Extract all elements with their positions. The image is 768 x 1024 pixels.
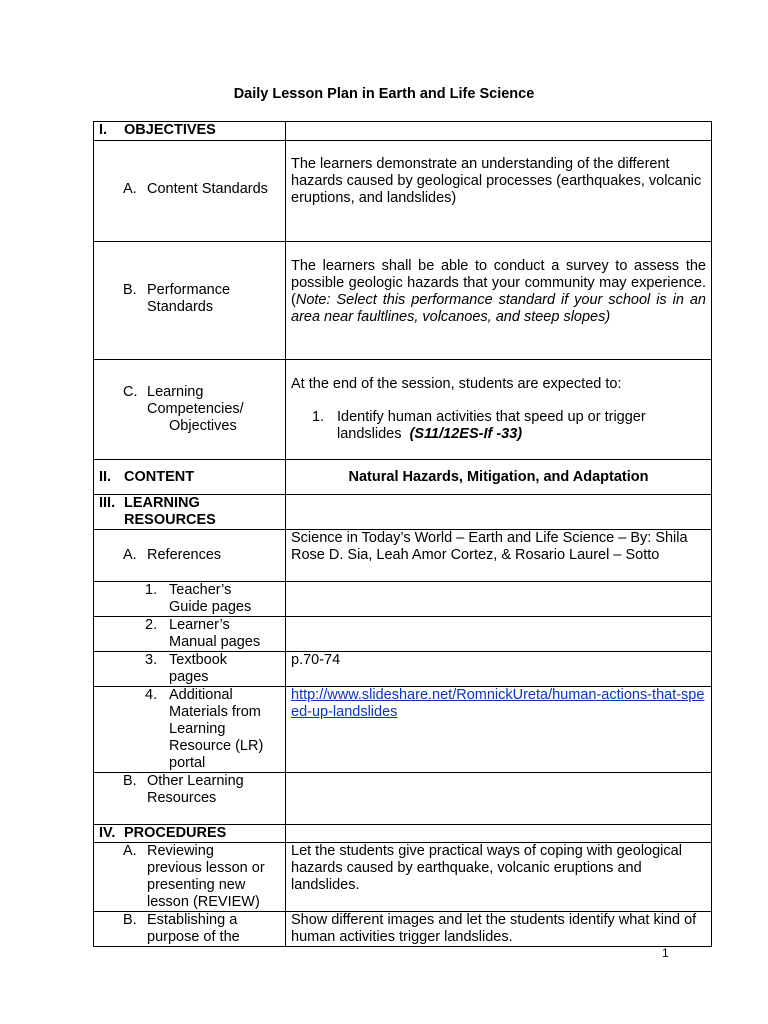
section-heading: OBJECTIVES (124, 122, 216, 138)
establishing-text-cell (286, 912, 712, 947)
references-text: Science in Today’s World – Earth and Life Science – By: Shila Rose D. Sia, Leah Amor Cortez, & Rosario Laurel – Sotto (291, 530, 688, 563)
content-row (94, 460, 712, 495)
section-numeral: III. (99, 495, 116, 511)
item-label-line: Textbook (169, 652, 228, 668)
learning-competencies-row (94, 360, 712, 460)
learners-manual-row (94, 617, 712, 652)
item-label-line: Resources (147, 790, 217, 806)
performance-standards-main: The learners shall be able to conduct a survey to assess the possible geologic hazards that your community may experience. ( (291, 258, 706, 308)
content-standards-label-cell (94, 141, 286, 242)
item-letter: A. (123, 843, 137, 859)
lesson-plan-table (93, 121, 712, 947)
competency-text: Identify human activities that speed up or trigger landslides (337, 409, 646, 442)
content-heading-cell (94, 460, 286, 495)
section-heading-line: LEARNING (124, 495, 200, 511)
competency-item (291, 393, 706, 443)
reviewing-text: Let the students give practical ways of coping with geological hazards caused by earthquake, volcanic eruptions and landslides. (291, 843, 682, 893)
reviewing-label-cell (94, 843, 286, 912)
resource-link[interactable]: http://www.slideshare.net/RomnickUreta/human-actions-that-speed-up-landslides (291, 687, 705, 720)
objectives-header-row (94, 122, 712, 141)
performance-standards-label-cell (94, 242, 286, 360)
performance-standards-row (94, 242, 712, 360)
item-label-line: Objectives (169, 418, 237, 434)
additional-materials-label-cell (94, 687, 286, 773)
item-label-line: pages (169, 669, 209, 685)
textbook-row (94, 652, 712, 687)
reviewing-text-cell (286, 843, 712, 912)
other-resources-value-cell (286, 773, 712, 825)
item-label-line: Reviewing (147, 843, 214, 859)
item-letter: A. (123, 180, 137, 197)
section-heading: PROCEDURES (124, 825, 227, 841)
item-label-line: Guide pages (169, 599, 252, 615)
item-number: 4. (145, 687, 158, 703)
item-label-line: Standards (147, 299, 214, 315)
procedures-header-row (94, 825, 712, 843)
section-numeral: IV. (99, 825, 116, 841)
item-label-line: Teacher’s (169, 582, 232, 598)
content-value-cell (286, 460, 712, 495)
performance-standards-text-cell (286, 242, 712, 360)
item-label-line: lesson (REVIEW) (147, 894, 260, 910)
item-label-line: Other Learning (147, 773, 244, 789)
item-number: 2. (145, 617, 158, 633)
item-label-line: Learning (169, 721, 226, 737)
additional-materials-row (94, 687, 712, 773)
section-numeral: II. (99, 468, 112, 485)
content-value: Natural Hazards, Mitigation, and Adaptation (348, 468, 649, 485)
item-label-line: Performance (147, 282, 231, 298)
item-label-line: portal (169, 755, 206, 771)
note-label: Note: (295, 292, 331, 308)
establishing-text: Show different images and let the students identify what kind of human activities trigger landslides. (291, 912, 697, 945)
item-letter: B. (123, 282, 137, 298)
additional-materials-link-cell (286, 687, 712, 773)
textbook-value-cell: p.70-74 (286, 652, 712, 687)
item-label-line: Materials from (169, 704, 261, 720)
references-text-cell (286, 530, 712, 582)
section-heading: CONTENT (124, 468, 195, 485)
item-number: 1. (145, 582, 158, 598)
item-label-line: Learner’s (169, 617, 230, 633)
learners-manual-label-cell (94, 617, 286, 652)
other-resources-label-cell (94, 773, 286, 825)
content-standards-text-cell (286, 141, 712, 242)
references-label-cell (94, 530, 286, 582)
content-standards-row (94, 141, 712, 242)
teachers-guide-row (94, 582, 712, 617)
item-label-line: Competencies/ (147, 401, 244, 417)
establishing-row (94, 912, 712, 947)
item-label-line: Learning (147, 384, 204, 400)
empty-cell (286, 122, 712, 141)
learning-resources-header-row (94, 495, 712, 530)
learners-manual-value-cell (286, 617, 712, 652)
item-letter: C. (123, 384, 138, 400)
item-label: Content Standards (147, 180, 268, 197)
section-heading-line: RESOURCES (124, 512, 216, 528)
document-title: Daily Lesson Plan in Earth and Life Science (233, 86, 535, 102)
establishing-label-cell (94, 912, 286, 947)
other-resources-row (94, 773, 712, 825)
note-text: Select this performance standard if your school is in an area near faultlines, volcanoes, and steep slopes) (291, 292, 706, 325)
item-number: 1. (312, 409, 325, 425)
learning-competencies-text-cell (286, 360, 712, 460)
content-standards-text: The learners demonstrate an understanding of the different hazards caused by geological processes (earthquakes, volcanic eruptions, and landslides) (291, 156, 702, 206)
competencies-intro: At the end of the session, students are expected to: (291, 376, 622, 392)
performance-standards-text (291, 242, 706, 326)
item-letter: B. (123, 773, 137, 789)
procedures-heading-cell (94, 825, 286, 843)
empty-cell (286, 495, 712, 530)
reviewing-row (94, 843, 712, 912)
page-number: 1 (662, 946, 669, 960)
item-letter: B. (123, 912, 137, 928)
textbook-label-cell (94, 652, 286, 687)
item-label-line: Additional (169, 687, 233, 703)
empty-cell (286, 825, 712, 843)
item-number: 3. (145, 652, 158, 668)
item-label-line: purpose of the (147, 929, 240, 945)
section-numeral: I. (99, 122, 108, 138)
references-row (94, 530, 712, 582)
item-label-line: Resource (LR) (169, 738, 264, 754)
item-label-line: Manual pages (169, 634, 261, 650)
item-label-line: previous lesson or (147, 860, 265, 876)
teachers-guide-value-cell (286, 582, 712, 617)
item-label-line: Establishing a (147, 912, 238, 928)
item-letter: A. (123, 547, 137, 563)
objectives-heading-cell (94, 122, 286, 141)
learning-resources-heading-cell (94, 495, 286, 530)
item-label-line: presenting new (147, 877, 246, 893)
teachers-guide-label-cell (94, 582, 286, 617)
item-label: References (147, 547, 222, 563)
learning-competencies-label-cell (94, 360, 286, 460)
competency-code: (S11/12ES-If -33) (409, 426, 523, 442)
